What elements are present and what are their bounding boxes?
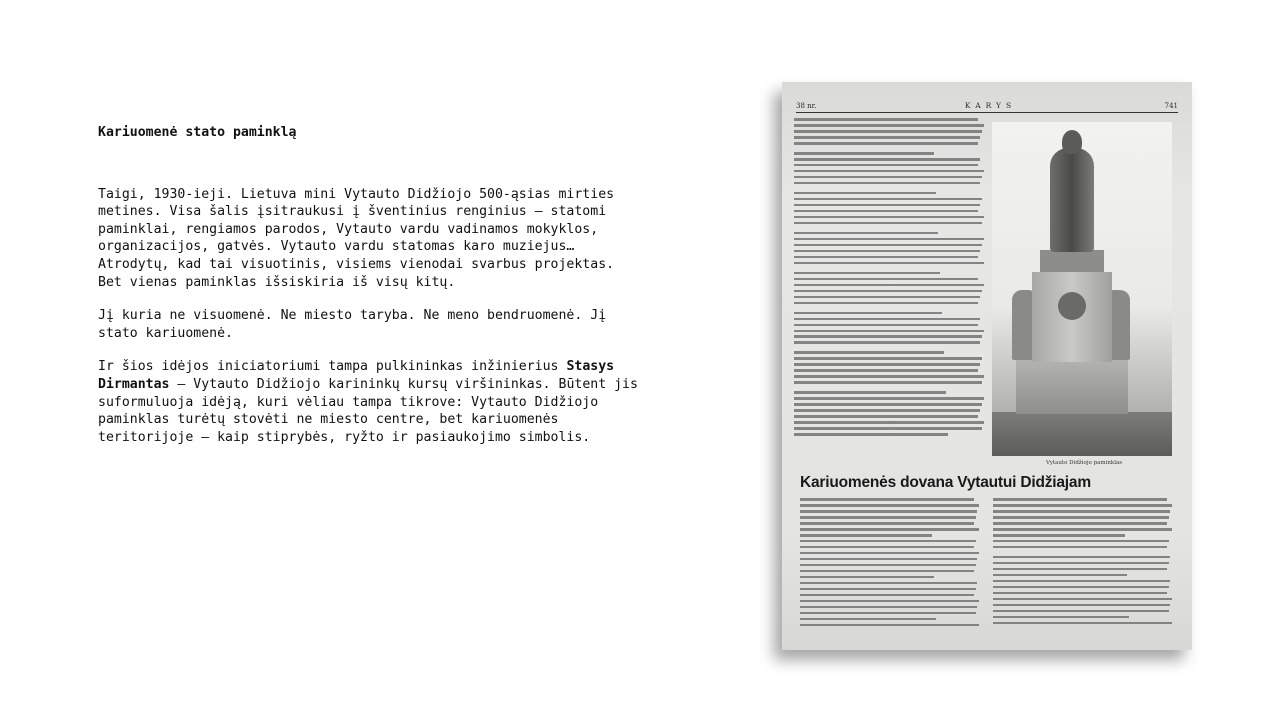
scan-text-line [794, 262, 984, 265]
scan-text-line [794, 330, 984, 333]
scan-text-line [794, 278, 978, 281]
scan-text-line [800, 564, 976, 567]
paragraph-3-start: Ir šios idėjos iniciatoriumi tampa pulkininkas inžinierius [98, 359, 567, 375]
scan-text-line [993, 598, 1172, 601]
scan-text-line [800, 606, 977, 609]
scan-text-line [993, 498, 1167, 501]
scan-text-line [800, 618, 936, 621]
scan-text-line [794, 216, 984, 219]
paragraph-3 [98, 358, 638, 446]
scan-text-line [993, 562, 1169, 565]
scan-text-line [800, 516, 976, 519]
scan-text-line [794, 136, 980, 139]
scan-text-line [794, 363, 980, 366]
scan-text-line [800, 594, 974, 597]
scan-text-line [993, 534, 1125, 537]
scan-text-line [794, 284, 984, 287]
scan-text-line [800, 600, 979, 603]
scan-text-line [794, 375, 984, 378]
scan-text-line [794, 124, 984, 127]
newspaper-scan [782, 82, 1192, 650]
scan-text-line [794, 433, 948, 436]
scan-text-line [794, 351, 944, 354]
scan-text-line [993, 510, 1170, 513]
scan-text-line [794, 158, 980, 161]
scan-text-line [800, 558, 977, 561]
scan-text-line [993, 616, 1129, 619]
scan-text-line [993, 574, 1127, 577]
scan-text-line [993, 516, 1169, 519]
scan-text-line [993, 504, 1172, 507]
scan-text-line [800, 624, 979, 627]
article-title: Kariuomenė stato paminklą [98, 125, 297, 140]
monument-emblem [1058, 292, 1086, 320]
scan-text-line [794, 421, 984, 424]
statue-head [1062, 130, 1082, 154]
scan-text-line [794, 164, 978, 167]
scan-text-line [800, 510, 977, 513]
monument-plinth [1040, 250, 1104, 272]
scan-text-line [800, 540, 976, 543]
scan-text-line [794, 415, 978, 418]
scan-text-line [794, 409, 980, 412]
scan-text-line [794, 238, 984, 241]
newspaper-header [796, 98, 1178, 113]
scan-text-line [794, 210, 978, 213]
person-name: Stasys Dirmantas [98, 359, 615, 392]
newspaper-column-1 [800, 498, 981, 638]
scan-text-line [800, 546, 974, 549]
scan-text-line [800, 588, 976, 591]
scan-text-line [794, 302, 978, 305]
scan-text-line [794, 170, 984, 173]
scan-text-line [794, 256, 978, 259]
scan-text-line [800, 552, 979, 555]
issue-number: 38 nr. [796, 102, 817, 110]
scan-text-line [993, 580, 1170, 583]
scan-text-line [794, 335, 982, 338]
statue-body [1050, 148, 1094, 252]
scan-text-line [993, 540, 1169, 543]
newspaper-text-column [794, 118, 986, 466]
scan-text-line [794, 312, 942, 315]
scan-text-line [800, 498, 974, 501]
scan-text-line [993, 622, 1172, 625]
scan-text-line [794, 391, 946, 394]
scan-text-line [794, 222, 982, 225]
scan-text-line [800, 576, 934, 579]
scan-text-line [794, 130, 982, 133]
scan-text-line [794, 272, 940, 275]
newspaper-headline: Kariuomenės dovana Vytautui Didžiajam [800, 474, 1091, 491]
scan-text-line [800, 534, 932, 537]
scan-text-line [794, 296, 980, 299]
scan-text-line [794, 152, 934, 155]
scan-text-line [794, 357, 982, 360]
scan-text-line [794, 232, 938, 235]
scan-text-line [794, 397, 984, 400]
scan-text-line [794, 369, 978, 372]
scan-text-line [794, 318, 980, 321]
scan-text-line [794, 182, 980, 185]
scan-text-line [800, 582, 977, 585]
newspaper-name: KARYS [964, 101, 1017, 110]
scan-text-line [993, 604, 1170, 607]
newspaper-page [782, 82, 1192, 650]
photo-ground [992, 412, 1172, 456]
scan-text-line [993, 546, 1167, 549]
scan-text-line [800, 522, 974, 525]
scan-text-line [993, 610, 1169, 613]
scan-text-line [993, 592, 1167, 595]
scan-text-line [794, 244, 982, 247]
paragraph-1: Taigi, 1930-ieji. Lietuva mini Vytauto Didžiojo 500-ąsias mirties metines. Visa šalis įsitraukusi į šventinius renginius – statomi paminklai, rengiamos parodos, Vytauto vardu vadinamos mokyklos, organizacijos, gatvės. Vytauto vardu statomas karo muziejus… Atrodytų, kad tai visuotinis, visiems vienodai svarbus projektas. Bet vienas paminklas išsiskiria iš visų kitų. [98, 186, 615, 290]
scan-text-line [794, 381, 982, 384]
scan-text-line [794, 290, 982, 293]
newspaper-column-2 [993, 498, 1174, 638]
monument-base [1016, 360, 1128, 414]
scan-text-line [794, 198, 982, 201]
paragraph-2: Jį kuria ne visuomenė. Ne miesto taryba. Ne meno bendruomenė. Jį stato kariuomenė. [98, 308, 607, 341]
scan-text-line [993, 586, 1169, 589]
newspaper-bottom-columns [800, 498, 1174, 638]
scan-text-line [794, 427, 982, 430]
scan-text-line [993, 522, 1167, 525]
paragraph-3-end: – Vytauto Didžiojo karininkų kursų viršininkas. Būtent jis suformuluoja idėją, kuri vėliau tampa tikrove: Vytauto Didžiojo paminklas turėtų stovėti ne miesto centre, bet kariuomenės teritorijoje – kaip stiprybės, ryžto ir pasiaukojimo simbolis. [98, 376, 638, 445]
scan-text-line [800, 612, 976, 615]
scan-text-line [993, 556, 1170, 559]
scan-text-line [993, 568, 1167, 571]
scan-text-line [993, 528, 1172, 531]
page-number: 741 [1164, 102, 1178, 110]
scan-text-line [794, 341, 980, 344]
scan-text-line [800, 504, 979, 507]
scan-text-line [794, 250, 980, 253]
scan-text-line [794, 176, 982, 179]
photo-caption: Vytauto Didžiojo paminklas [1046, 460, 1123, 466]
scan-text-line [794, 118, 978, 121]
scan-text-line [794, 324, 978, 327]
article-text [98, 124, 638, 462]
scan-text-line [800, 570, 974, 573]
scan-text-line [794, 192, 936, 195]
monument-photo [992, 122, 1172, 456]
scan-text-line [800, 528, 979, 531]
scan-text-line [794, 142, 978, 145]
scan-text-line [794, 204, 980, 207]
scan-text-line [794, 403, 982, 406]
